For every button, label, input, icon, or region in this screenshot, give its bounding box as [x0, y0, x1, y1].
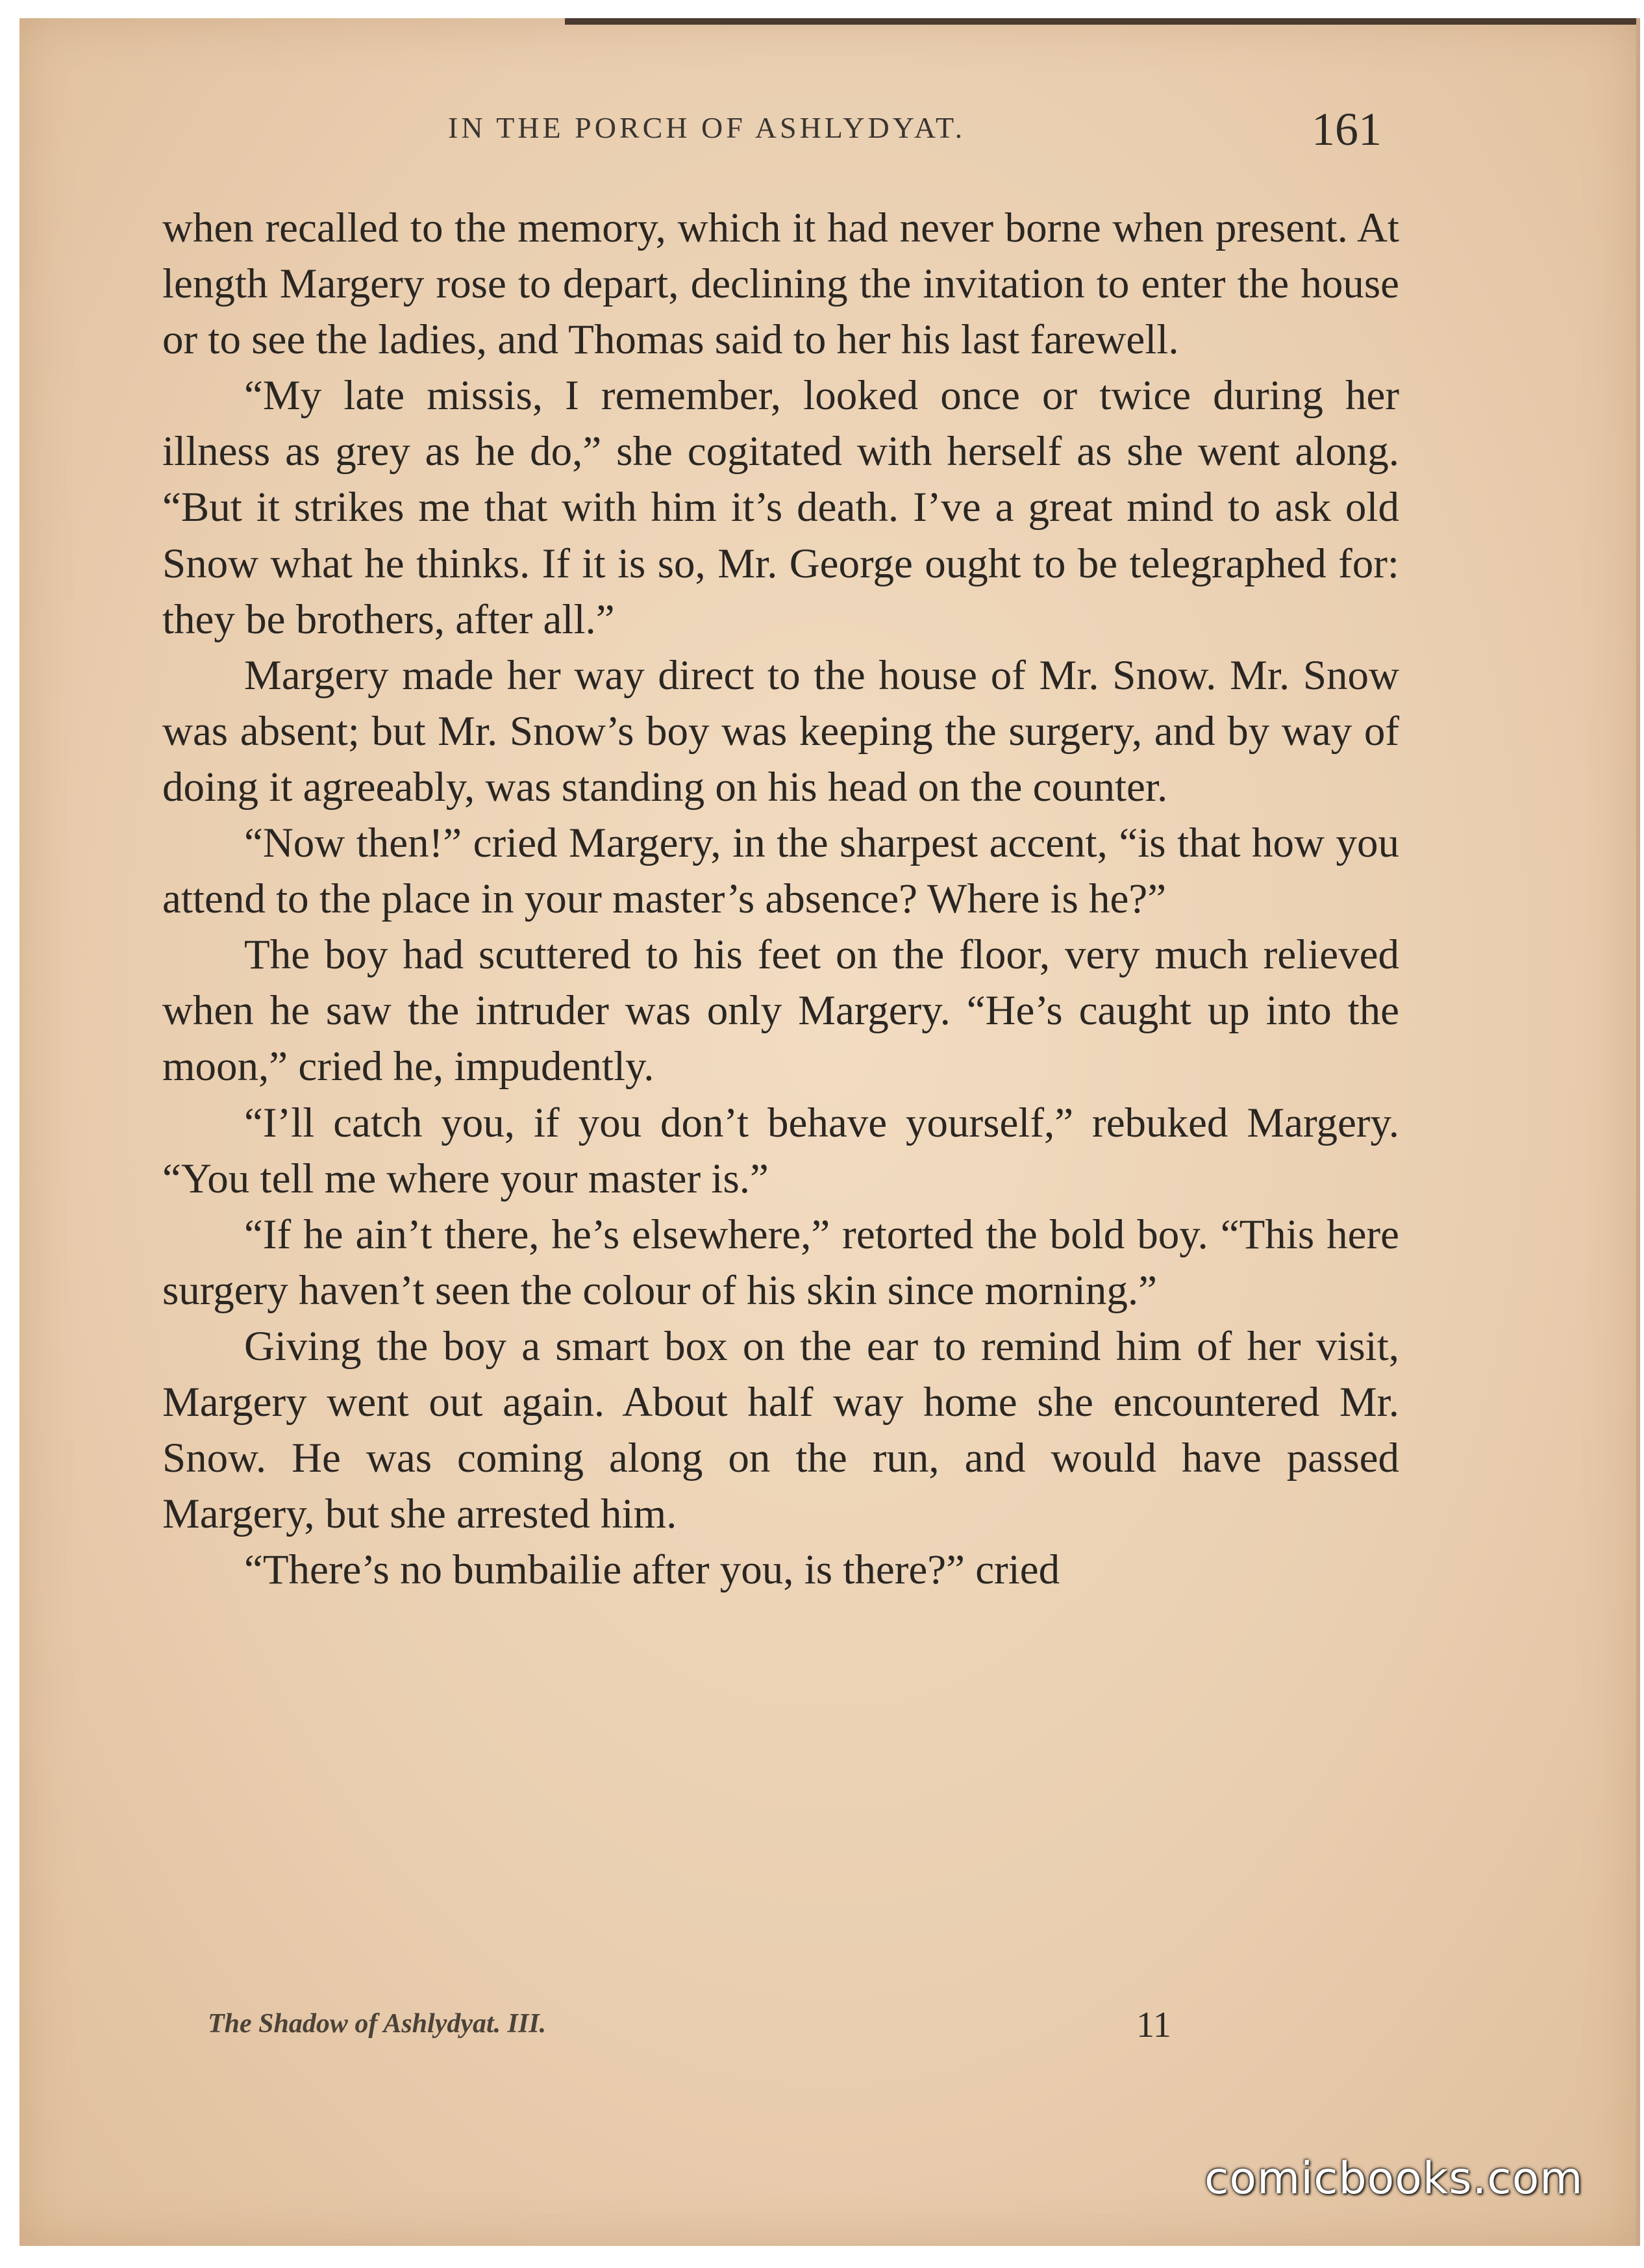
- running-head: [19, 103, 1636, 155]
- paragraph: when recalled to the memory, which it had never borne when present. At length Margery rose to depart, declining the invitation to enter the house or to see the ladies, and Thomas said to her his last farewell.: [162, 205, 1399, 364]
- paragraph: “If he ain’t there, he’s elsewhere,” retorted the bold boy. “This here surgery haven’t seen the colour of his skin since morning.”: [162, 1211, 1399, 1314]
- paragraph: “Now then!” cried Margery, in the sharpest accent, “is that how you attend to the place in your master’s absence? Where is he?”: [162, 820, 1399, 923]
- signature-title: The Shadow of Ashlydyat. III.: [208, 2009, 547, 2039]
- page-top-edge: [565, 18, 1636, 25]
- paragraph: “There’s no bumbailie after you, is there?” cried: [244, 1546, 1060, 1594]
- body-text: [162, 200, 1399, 1598]
- paragraph: “My late missis, I remember, looked once or twice during her illness as grey as he do,” she cogitated with herself as she went along. “But it strikes me that with him it’s death. I’ve a great mind to ask old Snow what he thinks. If it is so, Mr. George ought to be telegraphed for: they be brothers, after all.”: [162, 372, 1399, 643]
- watermark: comicbooks.com: [1204, 2153, 1584, 2204]
- signature-line: [19, 2004, 1636, 2050]
- signature-number: 11: [1136, 2005, 1171, 2045]
- paragraph: “I’ll catch you, if you don’t behave yourself,” rebuked Margery. “You tell me where your master is.”: [162, 1099, 1399, 1202]
- running-title: IN THE PORCH OF ASHLYDYAT.: [448, 111, 966, 144]
- paragraph: The boy had scuttered to his feet on the floor, very much relieved when he saw the intruder was only Margery. “He’s caught up into the moon,” cried he, impudently.: [162, 931, 1399, 1090]
- paragraph: Margery made her way direct to the house of Mr. Snow. Mr. Snow was absent; but Mr. Snow’s boy was keeping the surgery, and by way of doing it agreeably, was standing on his head on the counter.: [162, 651, 1399, 811]
- paragraph: Giving the boy a smart box on the ear to remind him of her visit, Margery went out again. About half way home she encountered Mr. Snow. He was coming along on the run, and would have passed Margery, but she arrested him.: [162, 1322, 1399, 1538]
- book-page: [19, 18, 1640, 2246]
- page-number: 161: [1312, 103, 1382, 155]
